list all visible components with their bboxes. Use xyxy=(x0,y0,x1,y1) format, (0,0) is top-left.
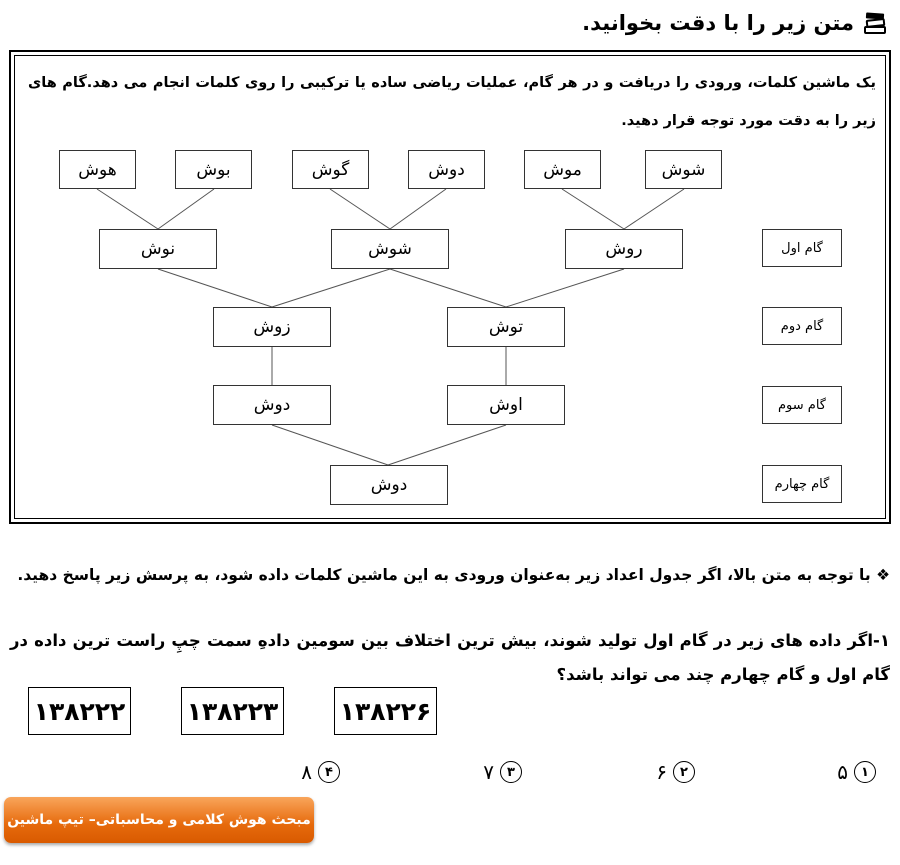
instruction-text: با توجه به متن بالا، اگر جدول اعداد زیر به‌عنوان ورودی به این ماشین کلمات داده شود، به پرسش زیر پاسخ دهید. xyxy=(17,566,871,584)
passage-intro: یک ماشین کلمات، ورودی را دریافت و در هر گام، عملیات ریاضی ساده یا ترکیبی را روی کلمات انجام می دهد.گام های زیر را به دقت مورد توجه قرار دهید. xyxy=(28,75,876,129)
option-number: ۲ xyxy=(673,761,695,783)
data-value-box: ۱۳۸۲۲۲ xyxy=(28,687,131,735)
input-box: دوش xyxy=(408,150,485,189)
step-label-1: گام اول xyxy=(762,229,842,267)
option-value: ۸ xyxy=(301,760,312,784)
option-number: ۱ xyxy=(854,761,876,783)
option-3[interactable] xyxy=(483,758,522,786)
input-box: بوش xyxy=(175,150,252,189)
option-2[interactable] xyxy=(656,758,695,786)
step-label-3: گام سوم xyxy=(762,386,842,424)
instruction-line xyxy=(17,566,890,584)
option-value: ۷ xyxy=(483,760,494,784)
data-value-box: ۱۳۸۲۲۶ xyxy=(334,687,437,735)
heading-title: متن زیر را با دقت بخوانید. xyxy=(582,11,854,35)
step3-box: دوش xyxy=(213,385,331,425)
step2-box: توش xyxy=(447,307,565,347)
step1-box: روش xyxy=(565,229,683,269)
option-value: ۵ xyxy=(837,760,848,784)
option-value: ۶ xyxy=(656,760,667,784)
step1-box: شوش xyxy=(331,229,449,269)
input-box: گوش xyxy=(292,150,369,189)
question-text: ۱-اگر داده های زیر در گام اول تولید شوند، بیش ترین اختلاف بین سومین دادهِ سمت چپِ راست ترین داده در گام اول و گام چهارم چند می تواند باشد؟ xyxy=(10,631,890,684)
option-number: ۳ xyxy=(500,761,522,783)
input-box: شوش xyxy=(645,150,722,189)
input-box: هوش xyxy=(59,150,136,189)
step-label-2: گام دوم xyxy=(762,307,842,345)
data-value-box: ۱۳۸۲۲۳ xyxy=(181,687,284,735)
step2-box: زوش xyxy=(213,307,331,347)
step3-box: اوش xyxy=(447,385,565,425)
topic-tag-button[interactable]: مبحث هوش کلامی و محاسباتی– تیپ ماشین xyxy=(4,797,314,843)
diamond-bullet-icon: ❖ xyxy=(876,566,890,584)
step4-box: دوش xyxy=(330,465,448,505)
step-label-4: گام چهارم xyxy=(762,465,842,503)
option-number: ۴ xyxy=(318,761,340,783)
step1-box: نوش xyxy=(99,229,217,269)
input-box: موش xyxy=(524,150,601,189)
option-4[interactable] xyxy=(301,758,340,786)
option-1[interactable] xyxy=(837,758,876,786)
